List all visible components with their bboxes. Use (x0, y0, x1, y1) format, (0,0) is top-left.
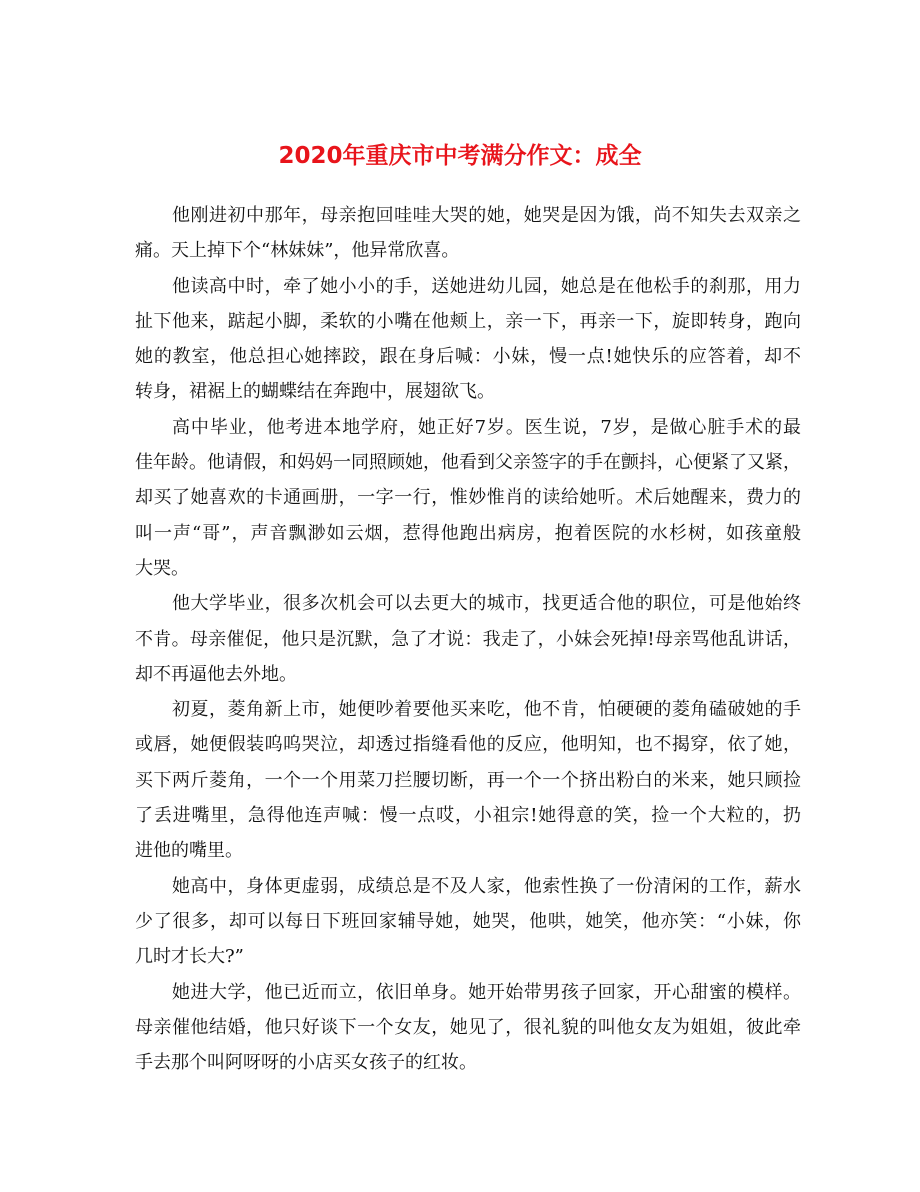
paragraph-line: 他刚进初中那年，母亲抱回哇哇大哭的她，她哭是因为饿，尚不知失去双亲之 (172, 205, 801, 226)
paragraph (135, 586, 801, 692)
paragraph-line: 痛。天上掉下个“林妹妹”，他异常欣喜。 (135, 240, 460, 262)
document-body (135, 198, 801, 1080)
paragraph-line: 了丢进嘴里，急得他连声喊：慢一点哎，小祖宗!她得意的笑，捡一个大粒的，扔 (135, 805, 801, 827)
paragraph-line: 她的教室，他总担心她摔跤，跟在身后喊：小妹，慢一点!她快乐的应答着，却不 (135, 346, 801, 368)
paragraph-line: 他读高中时，牵了她小小的手，送她进幼儿园，她总是在他松手的刹那，用力 (172, 275, 801, 297)
paragraph (135, 198, 801, 269)
paragraph-line: 少了很多，却可以每日下班回家辅导她，她哭，他哄，她笑，他亦笑：“小妹，你 (135, 910, 801, 932)
document-title: 2020年重庆市中考满分作文：成全 (278, 143, 642, 170)
paragraph (135, 269, 801, 410)
paragraph-line: 初夏，菱角新上市，她便吵着要他买来吃，他不肯，怕硬硬的菱角磕破她的手 (172, 699, 801, 721)
paragraph-line: 或唇，她便假装呜呜哭泣，却透过指缝看他的反应，他明知，也不揭穿，依了她， (135, 734, 801, 756)
paragraph (135, 869, 801, 975)
paragraph-line: 她高中，身体更虚弱，成绩总是不及人家，他索性换了一份清闲的工作，薪水 (172, 875, 801, 897)
paragraph-line: 他大学毕业，很多次机会可以去更大的城市，找更适合他的职位，可是他始终 (172, 593, 801, 615)
paragraph-line: 转身，裙裾上的蝴蝶结在奔跑中，展翅欲飞。 (135, 381, 495, 403)
paragraph-line: 却买了她喜欢的卡通画册，一字一行，惟妙惟肖的读给她听。术后她醒来，费力的 (135, 487, 801, 509)
paragraph (135, 692, 801, 868)
paragraph-line: 叫一声“哥”，声音飘渺如云烟，惹得他跑出病房，抱着医院的水杉树，如孩童般 (135, 522, 801, 544)
paragraph-line: 手去那个叫阿呀呀的小店买女孩子的红妆。 (135, 1052, 477, 1074)
paragraph-line: 不肯。母亲催促，他只是沉默，急了才说：我走了，小妹会死掉!母亲骂他乱讲话， (135, 628, 801, 650)
paragraph (135, 410, 801, 586)
paragraph-line: 买下两斤菱角，一个一个用菜刀拦腰切断，再一个一个挤出粉白的米来，她只顾捡 (135, 769, 801, 791)
paragraph-line: 扯下他来，踮起小脚，柔软的小嘴在他颊上，亲一下，再亲一下，旋即转身，跑向 (135, 310, 801, 332)
paragraph-line: 佳年龄。他请假，和妈妈一同照顾她，他看到父亲签字的手在颤抖，心便紧了又紧， (135, 452, 801, 474)
paragraph-line: 高中毕业，他考进本地学府，她正好7岁。医生说，7岁，是做心脏手术的最 (172, 416, 801, 438)
paragraph-line: 几时才长大?” (135, 946, 244, 968)
paragraph-line: 母亲催他结婚，他只好谈下一个女友，她见了，很礼貌的叫他女友为姐姐，彼此牵 (135, 1016, 801, 1038)
paragraph-line: 却不再逼他去外地。 (135, 663, 297, 685)
paragraph-line: 大哭。 (135, 557, 189, 579)
paragraph-line: 进他的嘴里。 (135, 840, 243, 862)
paragraph (135, 975, 801, 1081)
paragraph-line: 她进大学，他已近而立，依旧单身。她开始带男孩子回家，开心甜蜜的模样。 (172, 981, 801, 1003)
